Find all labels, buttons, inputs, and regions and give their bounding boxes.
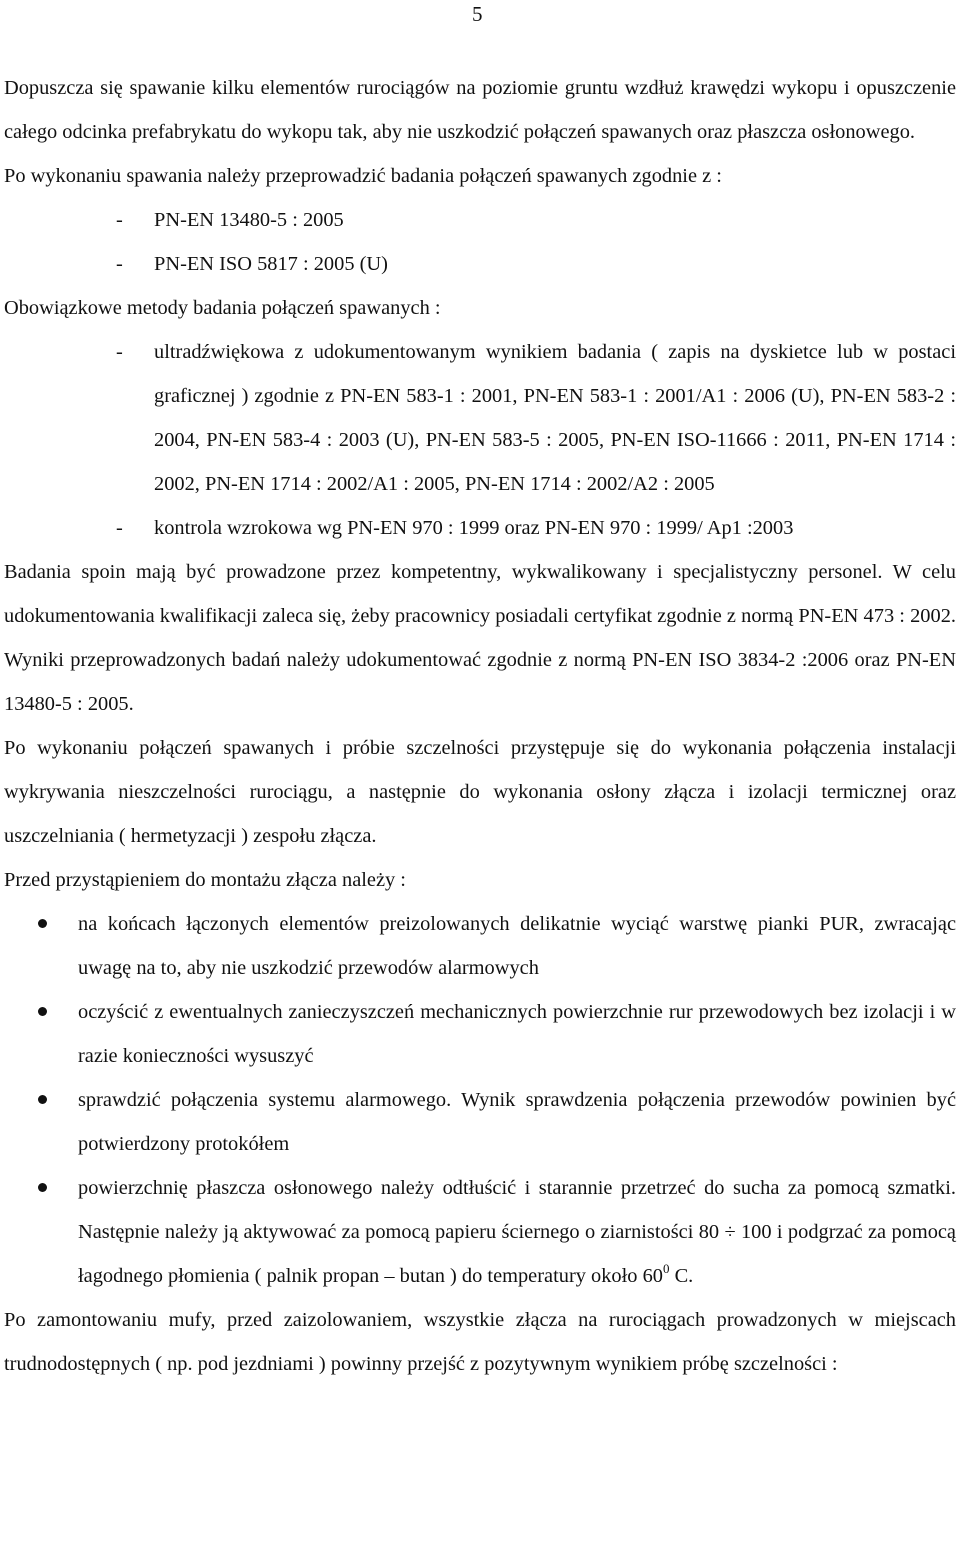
after-test-paragraph: Po wykonaniu połączeń spawanych i próbie szczelności przystępuje się do wykonania połączenia instalacji wykrywania nieszczelności rurociągu, a następnie do wykonania osłony złącza i izolacji termicznej oraz uszczelniania ( hermetyzacji ) zespołu złącza. bbox=[4, 737, 956, 847]
bullet-icon bbox=[38, 1183, 47, 1192]
after-welding-paragraph: Po wykonaniu spawania należy przeprowadzić badania połączeń spawanych zgodnie z : bbox=[4, 165, 722, 187]
page-number: 5 bbox=[472, 2, 483, 26]
step-text: powierzchnię płaszcza osłonowego należy odtłuścić i starannie przetrzeć do sucha za pomocą szmatki. Następnie należy ją aktywować za pomocą papieru ściernego o ziarnistości 80 ÷ 100 i podgrzać za pomocą łagodnego płomienia ( palnik propan – butan ) do temperatury około 60 bbox=[78, 1177, 956, 1287]
superscript-zero: 0 bbox=[662, 1261, 670, 1276]
step-text: oczyścić z ewentualnych zanieczyszczeń mechanicznych powierzchnie rur przewodowych bez izolacji i w razie konieczności wysuszyć bbox=[78, 1001, 956, 1067]
bullet-icon bbox=[38, 919, 47, 928]
methods-heading: Obowiązkowe metody badania połączeń spawanych : bbox=[4, 297, 441, 319]
method-text: kontrola wzrokowa wg PN-EN 970 : 1999 oraz PN-EN 970 : 1999/ Ap1 :2003 bbox=[154, 517, 794, 539]
step-item bbox=[4, 990, 956, 1078]
step-item bbox=[4, 1166, 956, 1298]
dash-marker: - bbox=[116, 341, 123, 363]
document-body bbox=[4, 66, 956, 1386]
step-text: sprawdzić połączenia systemu alarmowego. Wynik sprawdzenia połączenia przewodów powinien być potwierdzony protokółem bbox=[78, 1089, 956, 1155]
before-assembly-heading: Przed przystąpieniem do montażu złącza należy : bbox=[4, 869, 406, 891]
dash-marker: - bbox=[116, 517, 123, 539]
method-item bbox=[4, 330, 956, 506]
standard-item bbox=[4, 198, 956, 242]
dash-marker: - bbox=[116, 209, 123, 231]
bullet-icon bbox=[38, 1095, 47, 1104]
step-item bbox=[4, 902, 956, 990]
step-text: na końcach łączonych elementów preizolowanych delikatnie wyciąć warstwę pianki PUR, zwracając uwagę na to, aby nie uszkodzić przewodów alarmowych bbox=[78, 913, 956, 979]
method-item bbox=[4, 506, 956, 550]
standard-text: PN-EN ISO 5817 : 2005 (U) bbox=[154, 253, 388, 275]
final-paragraph: Po zamontowaniu mufy, przed zaizolowaniem, wszystkie złącza na rurociągach prowadzonych w miejscach trudnodostępnych ( np. pod jezdniami ) powinny przejść z pozytywnym wynikiem próbę szczelności : bbox=[4, 1309, 956, 1375]
bullet-icon bbox=[38, 1007, 47, 1016]
dash-marker: - bbox=[116, 253, 123, 275]
intro-paragraph: Dopuszcza się spawanie kilku elementów rurociągów na poziomie gruntu wzdłuż krawędzi wykopu i opuszczenie całego odcinka prefabrykatu do wykopu tak, aby nie uszkodzić połączeń spawanych oraz płaszcza osłonowego. bbox=[4, 77, 956, 143]
method-text: ultradźwiękowa z udokumentowanym wynikiem badania ( zapis na dyskietce lub w postaci graficznej ) zgodnie z PN-EN 583-1 : 2001, PN-EN 583-1 : 2001/A1 : 2006 (U), PN-EN 583-2 : 2004, PN-EN 583-4 : 2003 (U), PN-EN 583-5 : 2005, PN-EN ISO-11666 : 2011, PN-EN 1714 : 2002, PN-EN 1714 : 2002/A1 : 2005, PN-EN 1714 : 2002/A2 : 2005 bbox=[154, 341, 956, 495]
standard-text: PN-EN 13480-5 : 2005 bbox=[154, 209, 344, 231]
standard-item bbox=[4, 242, 956, 286]
step-item bbox=[4, 1078, 956, 1166]
personnel-paragraph: Badania spoin mają być prowadzone przez kompetentny, wykwalikowany i specjalistyczny personel. W celu udokumentowania kwalifikacji zaleca się, żeby pracownicy posiadali certyfikat zgodnie z normą PN-EN 473 : 2002. Wyniki przeprowadzonych badań należy udokumentować zgodnie z normą PN-EN ISO 3834-2 :2006 oraz PN-EN 13480-5 : 2005. bbox=[4, 561, 956, 715]
step-text-tail: C. bbox=[669, 1265, 694, 1287]
